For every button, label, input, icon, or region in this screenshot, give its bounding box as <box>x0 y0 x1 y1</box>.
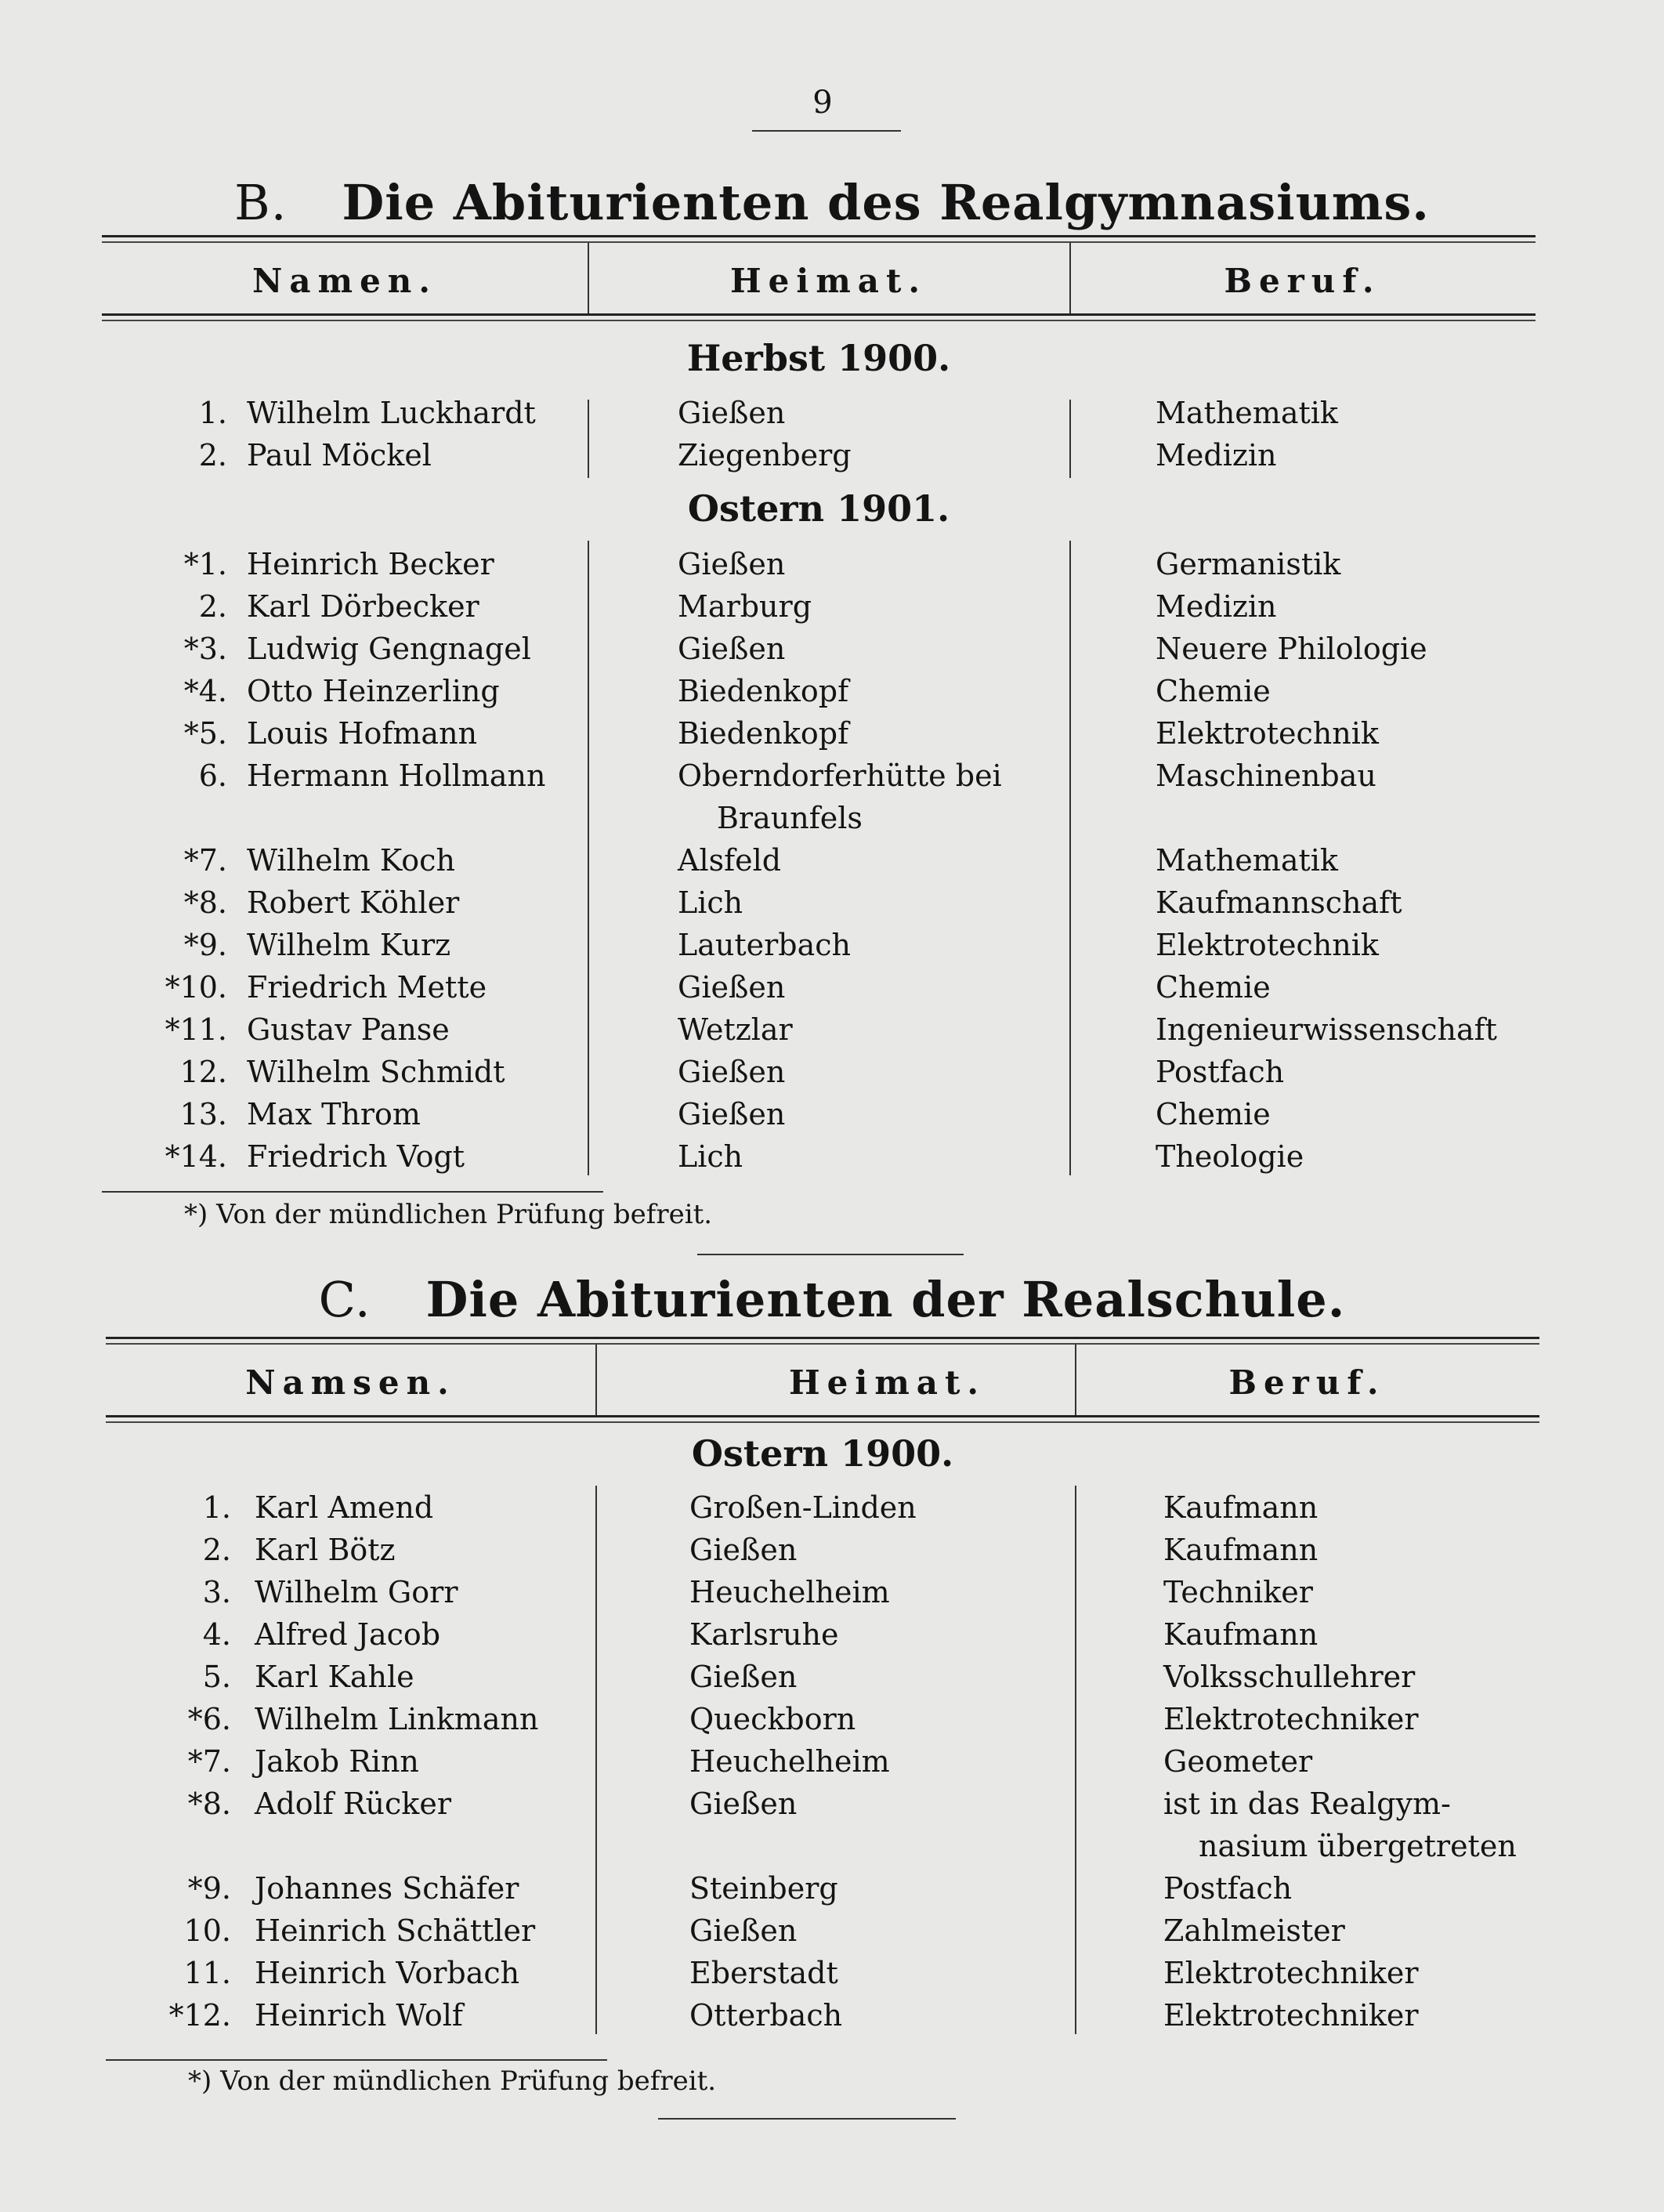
row-home: Braunfels <box>717 801 863 835</box>
header-profession: Beruf. <box>1224 262 1381 300</box>
row-home: Gießen <box>689 1787 798 1821</box>
table-row <box>106 1702 1539 1744</box>
table-top-rule-2 <box>106 1343 1539 1345</box>
row-profession: Maschinenbau <box>1156 758 1376 793</box>
row-name: Heinrich Vorbach <box>255 1956 520 1990</box>
table-row <box>102 632 1536 674</box>
row-profession: Elektrotechnik <box>1156 716 1379 751</box>
row-profession: Mathematik <box>1156 843 1338 878</box>
table-row <box>102 1097 1536 1139</box>
header-name: Namsen. <box>245 1363 456 1402</box>
row-name: Karl Bötz <box>255 1533 396 1567</box>
table-row <box>106 1871 1539 1913</box>
row-profession: Kaufmann <box>1163 1617 1319 1652</box>
table-row <box>102 589 1536 632</box>
row-home: Lich <box>678 885 743 920</box>
row-name: Karl Amend <box>255 1490 434 1525</box>
row-home: Lauterbach <box>678 928 852 962</box>
row-number: *10. <box>165 970 227 1005</box>
row-profession: Medizin <box>1156 589 1277 624</box>
row-home: Karlsruhe <box>689 1617 839 1652</box>
row-home: Gießen <box>678 547 786 581</box>
header-bottom-rule-2 <box>102 320 1536 321</box>
row-number: 3. <box>202 1575 231 1609</box>
row-home: Biedenkopf <box>678 716 849 751</box>
header-divider-1 <box>595 1345 597 1415</box>
page-number: 9 <box>812 85 833 121</box>
footnote-c-rule <box>106 2059 607 2061</box>
row-home: Biedenkopf <box>678 674 849 708</box>
footnote-c: *) Von der mündlichen Prüfung befreit. <box>188 2065 717 2097</box>
row-home: Steinberg <box>689 1871 838 1906</box>
row-number: 5. <box>202 1660 231 1694</box>
row-name: Ludwig Gengnagel <box>247 632 531 666</box>
row-name: Robert Köhler <box>247 885 460 920</box>
page-number-rule <box>752 130 901 132</box>
row-profession: Geometer <box>1163 1744 1313 1779</box>
row-home: Heuchelheim <box>689 1744 890 1779</box>
row-number: 2. <box>198 438 227 472</box>
row-name: Heinrich Becker <box>247 547 494 581</box>
row-number: *7. <box>183 843 227 878</box>
row-number: 1. <box>198 396 227 430</box>
section-b-letter: B. <box>234 174 288 231</box>
row-profession: Volksschullehrer <box>1163 1660 1416 1694</box>
row-profession: Techniker <box>1163 1575 1313 1609</box>
row-profession: Chemie <box>1156 970 1271 1005</box>
row-profession: Mathematik <box>1156 396 1338 430</box>
row-name: Paul Möckel <box>247 438 432 472</box>
header-divider-1 <box>588 243 589 313</box>
header-divider-2 <box>1069 243 1071 313</box>
header-bottom-rule <box>106 1415 1539 1417</box>
row-name: Hermann Hollmann <box>247 758 546 793</box>
row-profession: Elektrotechniker <box>1163 1998 1419 2033</box>
row-home: Gießen <box>678 396 786 430</box>
section-c-letter: C. <box>318 1271 371 1328</box>
row-name: Max Throm <box>247 1097 421 1131</box>
header-home: Heimat. <box>729 262 928 300</box>
row-profession: Theologie <box>1156 1139 1304 1174</box>
table-row <box>106 1617 1539 1660</box>
section-separator-rule <box>697 1254 964 1255</box>
table-row <box>102 758 1536 801</box>
row-profession: Chemie <box>1156 674 1271 708</box>
row-name: Alfred Jacob <box>255 1617 441 1652</box>
footnote-b-rule <box>102 1191 603 1193</box>
row-name: Wilhelm Linkmann <box>255 1702 539 1736</box>
header-bottom-rule <box>102 313 1536 316</box>
row-name: Wilhelm Schmidt <box>247 1055 505 1089</box>
header-home: Heimat. <box>788 1363 986 1402</box>
row-home: Heuchelheim <box>689 1575 890 1609</box>
row-home: Marburg <box>678 589 812 624</box>
row-profession: Ingenieurwissenschaft <box>1156 1012 1497 1047</box>
row-name: Jakob Rinn <box>255 1744 419 1779</box>
row-profession: ist in das Realgym- <box>1163 1787 1451 1821</box>
row-profession: Elektrotechniker <box>1163 1702 1419 1736</box>
row-home: Oberndorferhütte bei <box>678 758 1002 793</box>
table-row <box>106 1533 1539 1575</box>
row-name: Louis Hofmann <box>247 716 478 751</box>
row-number: *9. <box>187 1871 231 1906</box>
row-number: 2. <box>202 1533 231 1567</box>
row-name: Wilhelm Koch <box>247 843 455 878</box>
row-name: Wilhelm Gorr <box>255 1575 458 1609</box>
row-home: Gießen <box>678 1055 786 1089</box>
row-home: Großen-Linden <box>689 1490 917 1525</box>
row-profession: Neuere Philologie <box>1156 632 1427 666</box>
row-number: *14. <box>165 1139 227 1174</box>
row-profession: Chemie <box>1156 1097 1271 1131</box>
section-b-title <box>0 174 1664 231</box>
row-number: *11. <box>165 1012 227 1047</box>
table-row <box>102 396 1536 438</box>
table-row <box>106 1913 1539 1956</box>
row-number: 4. <box>202 1617 231 1652</box>
row-home: Gießen <box>689 1533 798 1567</box>
row-number: *12. <box>168 1998 231 2033</box>
row-home: Lich <box>678 1139 743 1174</box>
row-number: *4. <box>183 674 227 708</box>
table-row <box>106 1744 1539 1787</box>
row-profession: Postfach <box>1156 1055 1285 1089</box>
row-profession: Kaufmann <box>1163 1533 1319 1567</box>
row-name: Karl Kahle <box>255 1660 414 1694</box>
row-home: Alsfeld <box>678 843 782 878</box>
row-home: Gießen <box>689 1913 798 1948</box>
table-row <box>102 438 1536 480</box>
row-number: 10. <box>183 1913 231 1948</box>
row-name: Otto Heinzerling <box>247 674 500 708</box>
row-home: Eberstadt <box>689 1956 838 1990</box>
table-top-rule-2 <box>102 241 1536 243</box>
row-number: *6. <box>187 1702 231 1736</box>
row-number: 6. <box>198 758 227 793</box>
row-home: Gießen <box>678 632 786 666</box>
row-number: *8. <box>183 885 227 920</box>
row-profession: Medizin <box>1156 438 1277 472</box>
row-name: Wilhelm Luckhardt <box>247 396 536 430</box>
table-row <box>106 1787 1539 1829</box>
row-home: Wetzlar <box>678 1012 793 1047</box>
row-name: Johannes Schäfer <box>255 1871 519 1906</box>
row-home: Ziegenberg <box>678 438 852 472</box>
row-profession: nasium übergetreten <box>1199 1829 1517 1863</box>
row-number: *9. <box>183 928 227 962</box>
row-profession: Kaufmannschaft <box>1156 885 1402 920</box>
row-name: Wilhelm Kurz <box>247 928 451 962</box>
row-profession: Elektrotechnik <box>1156 928 1379 962</box>
table-row <box>102 716 1536 758</box>
row-profession: Germanistik <box>1156 547 1341 581</box>
page-bottom-rule <box>658 2118 956 2120</box>
table-row <box>102 674 1536 716</box>
table-row <box>106 1575 1539 1617</box>
table-row <box>102 801 1536 843</box>
section-b-table <box>102 235 1536 1183</box>
row-profession: Postfach <box>1163 1871 1293 1906</box>
header-profession: Beruf. <box>1228 1363 1386 1402</box>
row-home: Gießen <box>689 1660 798 1694</box>
row-home: Gießen <box>678 970 786 1005</box>
row-number: 2. <box>198 589 227 624</box>
table-row <box>106 1998 1539 2040</box>
table-top-rule <box>106 1337 1539 1339</box>
row-number: *5. <box>183 716 227 751</box>
section-c-title <box>0 1271 1664 1328</box>
row-name: Heinrich Schättler <box>255 1913 536 1948</box>
period-herbst-1900: Herbst 1900. <box>686 337 951 379</box>
header-divider-2 <box>1075 1345 1076 1415</box>
table-row <box>102 970 1536 1012</box>
row-name: Karl Dörbecker <box>247 589 479 624</box>
table-top-rule <box>102 235 1536 237</box>
header-name: Namen. <box>252 262 437 300</box>
row-home: Queckborn <box>689 1702 856 1736</box>
table-row <box>102 547 1536 589</box>
table-row <box>102 1139 1536 1182</box>
row-number: *7. <box>187 1744 231 1779</box>
section-b-heading: Die Abiturienten des Realgymnasiums. <box>342 174 1430 231</box>
row-name: Friedrich Vogt <box>247 1139 465 1174</box>
row-name: Adolf Rücker <box>255 1787 451 1821</box>
table-row <box>106 1660 1539 1702</box>
row-name: Friedrich Mette <box>247 970 487 1005</box>
row-name: Gustav Panse <box>247 1012 450 1047</box>
row-number: 1. <box>202 1490 231 1525</box>
row-profession: Elektrotechniker <box>1163 1956 1419 1990</box>
table-row <box>102 1012 1536 1055</box>
row-number: *3. <box>183 632 227 666</box>
section-c-heading: Die Abiturienten der Realschule. <box>425 1271 1346 1328</box>
header-bottom-rule-2 <box>106 1421 1539 1423</box>
table-row <box>102 1055 1536 1097</box>
row-number: 13. <box>179 1097 227 1131</box>
row-number: *1. <box>183 547 227 581</box>
period-ostern-1901: Ostern 1901. <box>687 487 950 530</box>
section-c-table <box>106 1337 1539 2050</box>
period-ostern-1900: Ostern 1900. <box>691 1432 954 1475</box>
row-number: *8. <box>187 1787 231 1821</box>
row-home: Otterbach <box>689 1998 843 2033</box>
table-row <box>106 1829 1539 1871</box>
table-row <box>102 843 1536 885</box>
row-number: 11. <box>183 1956 231 1990</box>
table-row <box>102 928 1536 970</box>
table-row <box>106 1956 1539 1998</box>
footnote-b: *) Von der mündlichen Prüfung befreit. <box>184 1199 713 1230</box>
row-profession: Zahlmeister <box>1163 1913 1345 1948</box>
row-home: Gießen <box>678 1097 786 1131</box>
row-number: 12. <box>179 1055 227 1089</box>
table-row <box>106 1490 1539 1533</box>
table-row <box>102 885 1536 928</box>
row-name: Heinrich Wolf <box>255 1998 463 2033</box>
row-profession: Kaufmann <box>1163 1490 1319 1525</box>
